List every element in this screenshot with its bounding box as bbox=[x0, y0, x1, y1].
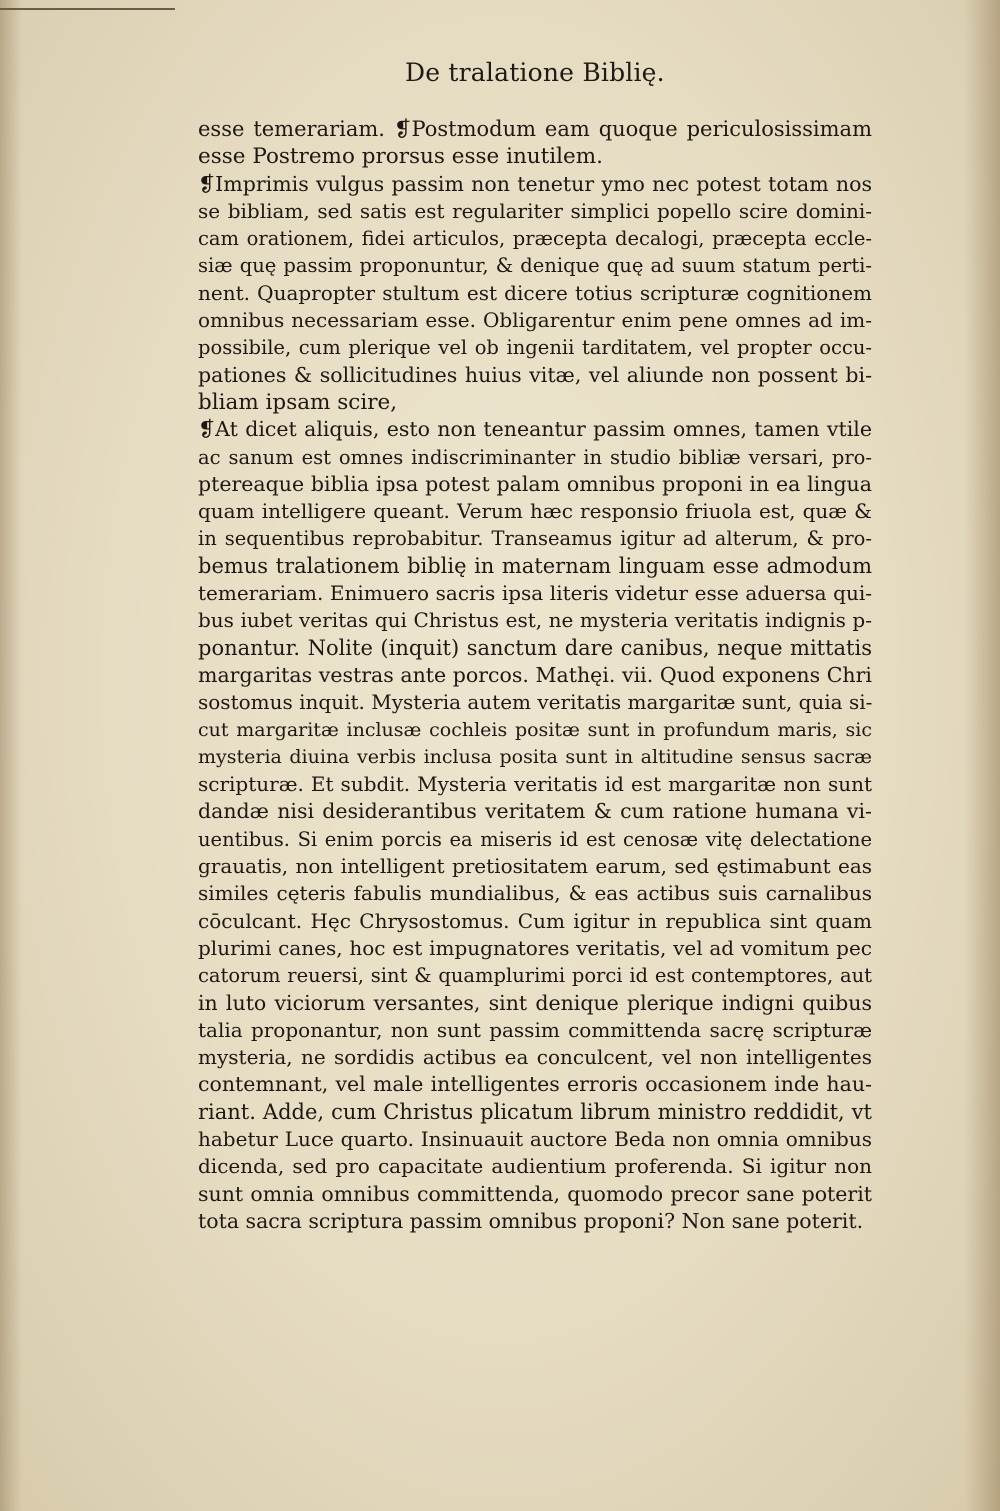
text-line: ponantur. Nolite (inquit) sanctum dare canibus, neque mittatis bbox=[198, 635, 872, 660]
text-line: mysteria, ne sordidis actibus ea conculcent, vel non intelligentes bbox=[198, 1045, 872, 1070]
body-text bbox=[198, 116, 872, 1235]
text-line: uentibus. Si enim porcis ea miseris id est cenosæ vitę delectatione bbox=[198, 827, 872, 851]
text-line: scripturæ. Et subdit. Mysteria veritatis id est margaritæ non sunt bbox=[198, 772, 872, 797]
text-line: esse temerariam. ❡Postmodum eam quoque periculosissimam bbox=[198, 117, 872, 141]
text-line: habetur Luce quarto. Insinuauit auctore Beda non omnia omnibus bbox=[198, 1126, 872, 1151]
text-line: esse Postremo prorsus esse inutilem. bbox=[198, 144, 603, 170]
text-line: plurimi canes, hoc est impugnatores veritatis, vel ad vomitum pec bbox=[198, 935, 872, 960]
text-line: talia proponantur, non sunt passim committenda sacrę scripturæ bbox=[198, 1017, 872, 1042]
text-line: cam orationem, fidei articulos, præcepta decalogi, præcepta eccle- bbox=[198, 227, 872, 251]
text-line: ac sanum est omnes indiscriminanter in studio bibliæ versari, pro- bbox=[198, 445, 872, 469]
text-line: ❡Imprimis vulgus passim non tenetur ymo nec potest totam nos bbox=[198, 171, 872, 196]
text-line: siæ quę passim proponuntur, & denique quę ad suum statum perti- bbox=[198, 254, 872, 278]
text-line: mysteria diuina verbis inclusa posita sunt in altitudine sensus sacræ bbox=[198, 745, 872, 768]
text-line: quam intelligere queant. Verum hæc responsio friuola est, quæ & bbox=[198, 499, 872, 524]
text-line: possibile, cum plerique vel ob ingenii tarditatem, vel propter occu- bbox=[198, 336, 872, 360]
text-line: tota sacra scriptura passim omnibus proponi? Non sane poterit. bbox=[198, 1208, 864, 1233]
text-line: pationes & sollicitudines huius vitæ, vel aliunde non possent bi- bbox=[198, 362, 872, 387]
text-line: bliam ipsam scire, bbox=[198, 389, 398, 415]
text-line: dandæ nisi desiderantibus veritatem & cum ratione humana vi- bbox=[198, 799, 872, 824]
text-line: nent. Quapropter stultum est dicere totius scripturæ cognitionem bbox=[198, 280, 872, 305]
text-line: se bibliam, sed satis est regulariter simplici popello scire domini- bbox=[198, 198, 872, 223]
text-line: in sequentibus reprobabitur. Transeamus igitur ad alterum, & pro- bbox=[198, 527, 872, 551]
text-line: catorum reuersi, sint & quamplurimi porci id est contemptores, aut bbox=[198, 964, 872, 988]
text-line: grauatis, non intelligent pretiositatem earum, sed ęstimabunt eas bbox=[198, 854, 872, 879]
text-line: sunt omnia omnibus committenda, quomodo precor sane poterit bbox=[198, 1181, 872, 1206]
text-line: riant. Adde, cum Christus plicatum librum ministro reddidit, vt bbox=[198, 1099, 872, 1124]
text-line: dicenda, sed pro capacitate audientium proferenda. Si igitur non bbox=[198, 1154, 872, 1179]
text-line: bemus tralationem biblię in maternam linguam esse admodum bbox=[198, 553, 872, 578]
running-title: De tralatione Biblię. bbox=[405, 58, 665, 87]
text-line: bus iubet veritas qui Christus est, ne mysteria veritatis indignis p- bbox=[198, 608, 872, 633]
text-line: in luto viciorum versantes, sint denique plerique indigni quibus bbox=[198, 990, 872, 1015]
page-edge-rule bbox=[0, 8, 175, 10]
text-line: cut margaritæ inclusæ cochleis positæ sunt in profundum maris, sic bbox=[198, 718, 872, 741]
text-line: cōculcant. Hęc Chrysostomus. Cum igitur in republica sint quam bbox=[198, 908, 872, 933]
text-line: contemnant, vel male intelligentes erroris occasionem inde hau- bbox=[198, 1072, 872, 1097]
text-line: temerariam. Enimuero sacris ipsa literis videtur esse aduersa qui- bbox=[198, 581, 872, 606]
text-line: ❡At dicet aliquis, esto non teneantur passim omnes, tamen vtile bbox=[198, 417, 872, 442]
text-line: omnibus necessariam esse. Obligarentur enim pene omnes ad im- bbox=[198, 308, 872, 333]
text-line: ptereaque biblia ipsa potest palam omnibus proponi in ea lingua bbox=[198, 471, 872, 496]
text-line: sostomus inquit. Mysteria autem veritatis margaritæ sunt, quia si- bbox=[198, 690, 873, 715]
text-line: margaritas vestras ante porcos. Mathęi. vii. Quod exponens Chri bbox=[198, 662, 872, 687]
text-line: similes cęteris fabulis mundialibus, & eas actibus suis carnalibus bbox=[198, 881, 872, 906]
